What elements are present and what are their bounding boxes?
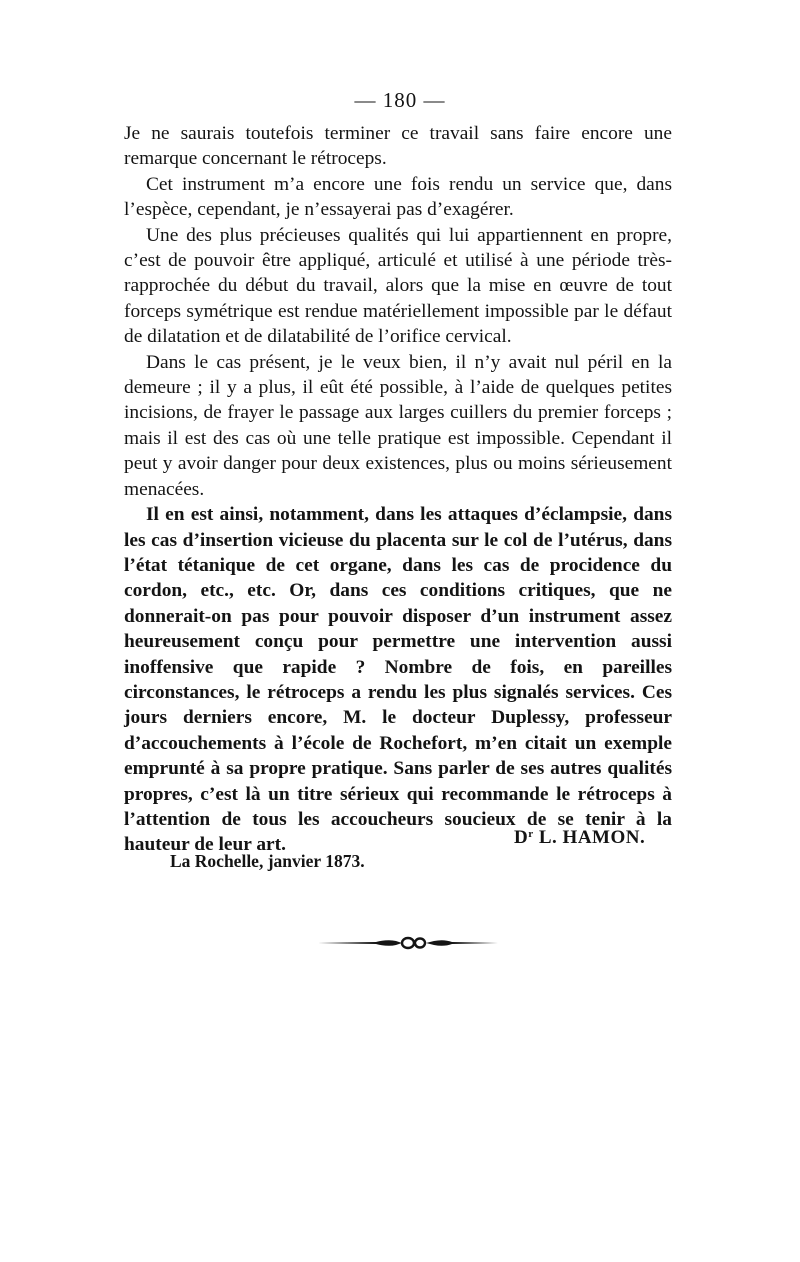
paragraph-5: Il en est ainsi, notamment, dans les attaques d’éclampsie, dans les cas d’insertion vicieuse du placenta sur le col de l’utérus, dans l’état tétanique de cet organe, dans les cas de procidence du cordon, etc., etc. Or, dans ces conditions critiques, que ne donnerait-on pas pour pouvoir disposer d’un instrument assez heureusement conçu pour permettre une intervention aussi inoffensive que rapide ? Nombre de fois, en pareilles circonstances, le rétroceps a rendu les plus signalés services. Ces jours derniers encore, M. le docteur Duplessy, professeur d’accouchements à l’école de Rochefort, m’en citait un exemple emprunté à sa propre pratique. Sans parler de ses autres qualités propres, c’est là un titre sérieux qui recommande le rétroceps à l’attention de tous les accoucheurs soucieux de se tenir à la hauteur de leur art. [124,504,672,856]
end-ornament-icon [318,936,498,950]
place-date: La Rochelle, janvier 1873. [170,851,365,871]
signature-name: L. HAMON. [538,827,646,848]
body-text [124,121,672,858]
paragraph-2: Cet instrument m’a encore une fois rendu un service que, dans l’espèce, cependant, je n’essayerai pas d’exagérer. [124,173,672,221]
signature [514,827,645,849]
paragraph-3: Une des plus précieuses qualités qui lui appartiennent en propre, c’est de pouvoir être appliqué, articulé et utilisé à une période très-rapprochée du début du travail, alors que la mise en œuvre de tout forceps symétrique est rendue matériellement impossible par le défaut de dilatation et de dilatabilité de l’orifice cervical. [124,224,672,348]
paragraph-4: Dans le cas présent, je le veux bien, il n’y avait nul péril en la demeure ; il y a plus, il eût été possible, à l’aide de quelques petites incisions, de frayer le passage aux larges cuillers du premier forceps ; mais il est des cas où une telle pratique est impossible. Cependant il peut y avoir danger pour deux existences, plus ou moins sérieusement menacées. [124,351,672,500]
page-number: — 180 — [354,88,446,112]
signature-prefix: D [514,827,529,848]
paragraph-1: Je ne saurais toutefois terminer ce travail sans faire encore une remarque concernant le rétroceps. [124,123,672,170]
signature-prefix-sup: r [528,828,534,840]
